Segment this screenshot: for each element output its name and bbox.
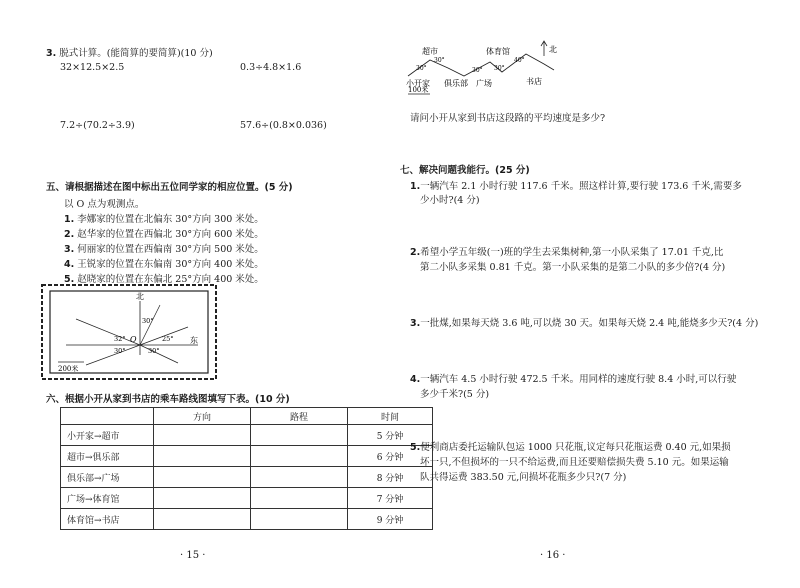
angle-label: 30° — [148, 347, 160, 355]
q5-item-2 — [64, 226, 264, 240]
angle-label: 30° — [142, 317, 154, 325]
table-header-cell — [61, 408, 154, 425]
map-angle: 30° — [494, 65, 505, 72]
east-label: 东 — [190, 336, 198, 345]
direction-figure — [40, 283, 218, 381]
q5-intro: 以 O 点为观测点。 — [64, 199, 145, 210]
map-angle: 40° — [514, 57, 525, 64]
direction-ray — [86, 345, 140, 365]
q7-item-num: 4. — [410, 374, 421, 385]
distance-cell[interactable] — [251, 467, 348, 488]
map-label: 广场 — [476, 79, 492, 88]
map-question: 请问小开从家到书店这段路的平均速度是多少? — [410, 113, 606, 124]
map-scale-label: 100米 — [408, 86, 429, 94]
q5-item-num: 5. — [64, 274, 75, 285]
route-map — [404, 40, 574, 100]
table-row — [61, 425, 433, 446]
table-header-cell: 时间 — [348, 408, 433, 425]
q5-item-num: 3. — [64, 244, 75, 255]
q7-item-2 — [410, 244, 723, 258]
map-label: 超市 — [422, 47, 438, 56]
q5-item-num: 4. — [64, 259, 75, 270]
q3-heading — [46, 45, 213, 59]
q5-item-3 — [64, 241, 264, 255]
map-angle: 30° — [416, 65, 427, 72]
q5-title: 五、请根据描述在图中标出五位同学家的相应位置。(5 分) — [46, 182, 293, 193]
origin-label: O — [130, 335, 137, 344]
q5-item-text: 赵晓家的位置在东偏北 25°方向 400 米处。 — [77, 274, 264, 285]
direction-ray — [140, 305, 160, 345]
map-angle: 30° — [472, 67, 483, 74]
q3-expr-3: 7.2÷(70.2÷3.9) — [60, 120, 135, 131]
map-angle: 30° — [434, 57, 445, 64]
q5-item-num: 1. — [64, 214, 75, 225]
angle-label: 25° — [162, 335, 174, 343]
table-header-cell: 路程 — [251, 408, 348, 425]
angle-label: 32° — [114, 335, 126, 343]
q3-expr-1: 32×12.5×2.5 — [60, 62, 125, 73]
q5-item-text: 赵华家的位置在西偏北 30°方向 600 米处。 — [77, 229, 264, 240]
q3-expr-4: 57.6÷(0.8×0.036) — [240, 120, 327, 131]
direction-cell[interactable] — [154, 425, 251, 446]
table-header-row — [61, 408, 433, 425]
page-number-left: · 15 · — [180, 550, 206, 561]
stamp-inner-frame — [50, 291, 208, 373]
q7-item-4-line-2: 多少千米?(5 分) — [420, 389, 490, 400]
q5-item-text: 何丽家的位置在西偏南 30°方向 500 米处。 — [77, 244, 264, 255]
q7-item-line: 一辆汽车 2.1 小时行驶 117.6 千米。照这样计算,要行驶 173.6 千米,需要多 — [420, 181, 742, 192]
q7-title: 七、解决问题我能行。(25 分) — [400, 165, 530, 176]
direction-cell[interactable] — [154, 488, 251, 509]
time-cell: 8 分钟 — [348, 467, 433, 488]
q7-item-num: 1. — [410, 181, 421, 192]
route-cell: 俱乐部→广场 — [61, 467, 154, 488]
time-cell: 5 分钟 — [348, 425, 433, 446]
map-north-label: 北 — [549, 45, 557, 54]
q7-item-1-line-2: 少小时?(4 分) — [420, 195, 480, 206]
north-label: 北 — [136, 292, 144, 301]
q3-title: 脱式计算。(能简算的要简算)(10 分) — [59, 48, 213, 59]
map-label: 俱乐部 — [444, 79, 468, 88]
q5-item-text: 李娜家的位置在北偏东 30°方向 300 米处。 — [77, 214, 264, 225]
q6-title: 六、根据小开从家到书店的乘车路线图填写下表。(10 分) — [46, 394, 290, 405]
q7-item-num: 3. — [410, 318, 421, 329]
time-cell: 7 分钟 — [348, 488, 433, 509]
q7-item-num: 5. — [410, 442, 421, 453]
q3-number: 3. — [46, 48, 57, 59]
route-table — [60, 407, 433, 530]
distance-cell[interactable] — [251, 425, 348, 446]
table-row — [61, 467, 433, 488]
table-header-cell: 方向 — [154, 408, 251, 425]
direction-cell[interactable] — [154, 509, 251, 530]
scale-label: 200米 — [58, 365, 79, 373]
table-row — [61, 509, 433, 530]
q5-item-4 — [64, 256, 264, 270]
route-cell: 广场→体育馆 — [61, 488, 154, 509]
q5-item-num: 2. — [64, 229, 75, 240]
q7-item-num: 2. — [410, 247, 421, 258]
q7-item-5 — [410, 439, 731, 453]
time-cell: 9 分钟 — [348, 509, 433, 530]
time-cell: 6 分钟 — [348, 446, 433, 467]
q3-expr-2: 0.3÷4.8×1.6 — [240, 62, 302, 73]
q7-item-line: 希望小学五年级(一)班的学生去采集树种,第一小队采集了 17.01 千克,比 — [420, 247, 724, 258]
q7-item-4 — [410, 371, 736, 385]
distance-cell[interactable] — [251, 488, 348, 509]
q7-item-line: 一批煤,如果每天烧 3.6 吨,可以烧 30 天。如果每天烧 2.4 吨,能烧多少天?(4 分) — [420, 318, 759, 329]
table-row — [61, 446, 433, 467]
direction-cell[interactable] — [154, 467, 251, 488]
route-cell: 小开家→超市 — [61, 425, 154, 446]
route-cell: 超市→俱乐部 — [61, 446, 154, 467]
q7-item-1 — [410, 178, 742, 192]
q7-item-2-line-2: 第二小队多采集 0.81 千克。第一小队采集的是第二小队的多少倍?(4 分) — [420, 262, 726, 273]
route-cell: 体育馆→书店 — [61, 509, 154, 530]
distance-cell[interactable] — [251, 446, 348, 467]
q5-item-text: 王锐家的位置在东偏南 30°方向 400 米处。 — [77, 259, 264, 270]
distance-cell[interactable] — [251, 509, 348, 530]
map-label: 书店 — [526, 77, 542, 86]
q7-item-5-line-2: 坏一只,不但损坏的一只不给运费,而且还要赔偿损失费 5.10 元。如果运输 — [420, 457, 729, 468]
page-number-right: · 16 · — [540, 550, 566, 561]
q7-item-5-line-3: 队共得运费 383.50 元,问损坏花瓶多少只?(7 分) — [420, 472, 627, 483]
direction-cell[interactable] — [154, 446, 251, 467]
table-row — [61, 488, 433, 509]
q7-item-line: 一辆汽车 4.5 小时行驶 472.5 千米。用同样的速度行驶 8.4 小时,可以行驶 — [420, 374, 737, 385]
q7-item-3 — [410, 315, 758, 329]
q5-item-1 — [64, 211, 264, 225]
q7-item-line: 便利商店委托运输队包运 1000 只花瓶,议定每只花瓶运费 0.40 元,如果损 — [420, 442, 731, 453]
angle-label: 30° — [114, 347, 126, 355]
map-label: 体育馆 — [486, 47, 510, 56]
map-label: 小开家 — [406, 79, 430, 88]
